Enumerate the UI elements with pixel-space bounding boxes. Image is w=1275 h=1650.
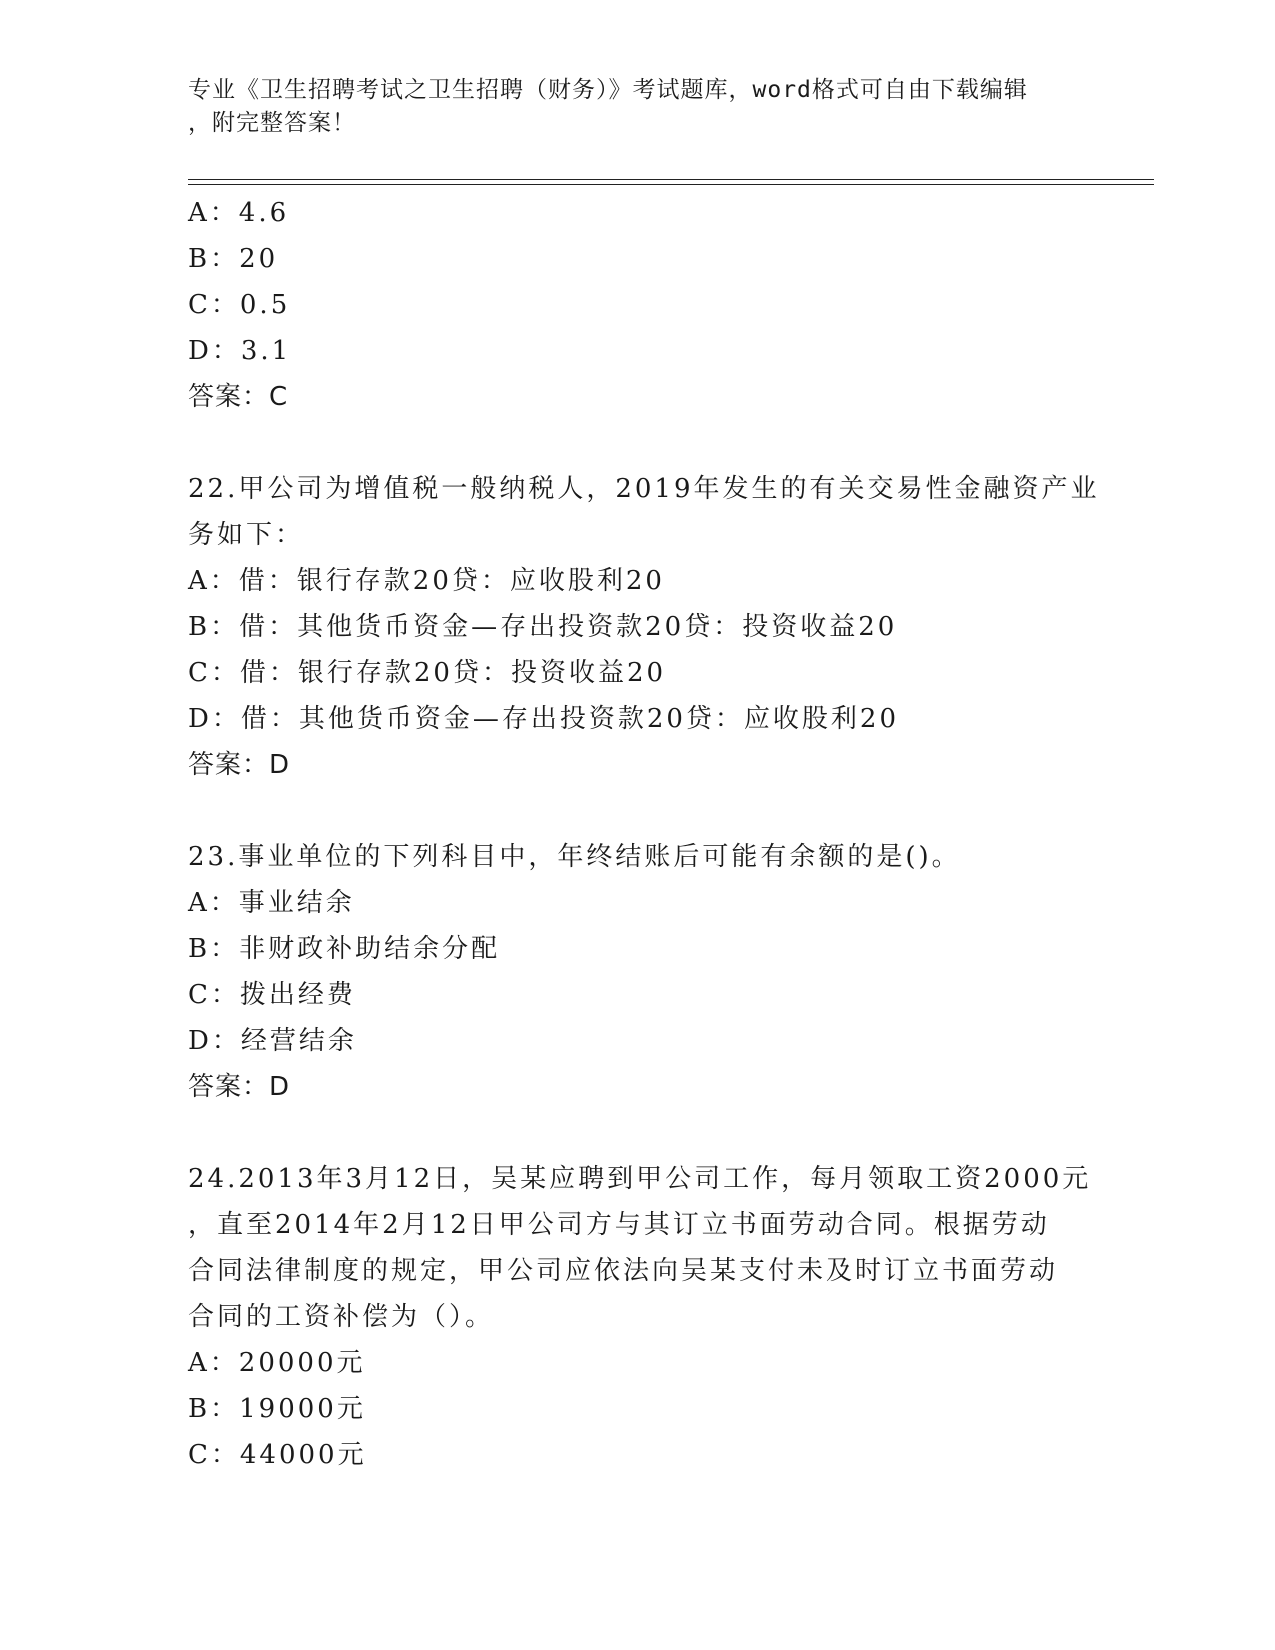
question-24 (188, 1156, 1148, 1478)
option-b: B：借：其他货币资金—存出投资款20贷：投资收益20 (188, 612, 898, 642)
question-stem: ，直至2014年2月12日甲公司方与其订立书面劳动合同。根据劳动 (188, 1210, 1050, 1240)
option-a: A：4.6 (188, 198, 290, 228)
option-d: D：经营结余 (188, 1026, 357, 1056)
question-stem: 务如下： (188, 520, 305, 550)
option-d: D：3.1 (188, 336, 292, 366)
question-23 (188, 834, 1148, 1110)
question-21 (188, 190, 1148, 420)
header-line-2: ，附完整答案！ (188, 110, 356, 136)
option-a: A：事业结余 (188, 888, 355, 918)
option-b: B：非财政补助结余分配 (188, 934, 501, 964)
option-c: C：0.5 (188, 290, 291, 320)
option-d: D：借：其他货币资金—存出投资款20贷：应收股利20 (188, 704, 900, 734)
answer: 答案：D (188, 750, 291, 780)
question-stem: 合同的工资补偿为（）。 (188, 1302, 495, 1332)
answer: 答案：C (188, 382, 289, 412)
question-stem: 合同法律制度的规定，甲公司应依法向吴某支付未及时订立书面劳动 (188, 1256, 1059, 1286)
option-a: A：借：银行存款20贷：应收股利20 (188, 566, 665, 596)
option-a: A：20000元 (188, 1348, 366, 1378)
question-stem: 23.事业单位的下列科目中，年终结账后可能有余额的是()。 (188, 842, 961, 872)
option-c: C：44000元 (188, 1440, 367, 1470)
header-line-1: 专业《卫生招聘考试之卫生招聘（财务）》考试题库，word格式可自由下载编辑 (188, 77, 1028, 103)
question-stem: 24.2013年3月12日，吴某应聘到甲公司工作，每月领取工资2000元 (188, 1164, 1092, 1194)
option-c: C：拨出经费 (188, 980, 356, 1010)
document-header (188, 74, 1088, 140)
option-b: B：19000元 (188, 1394, 366, 1424)
question-stem: 22.甲公司为增值税一般纳税人，2019年发生的有关交易性金融资产业 (188, 474, 1100, 504)
question-list (188, 190, 1148, 1478)
option-b: B：20 (188, 244, 279, 274)
header-divider-top (188, 179, 1154, 180)
header-divider-bottom (188, 184, 1154, 185)
answer: 答案：D (188, 1072, 291, 1102)
option-c: C：借：银行存款20贷：投资收益20 (188, 658, 667, 688)
question-22 (188, 466, 1148, 788)
